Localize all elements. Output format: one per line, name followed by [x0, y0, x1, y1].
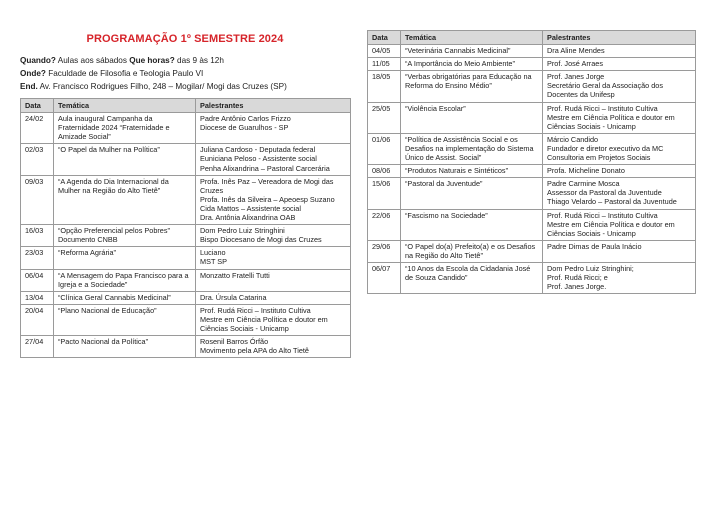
cell-date: 20/04: [21, 304, 54, 335]
table-row: [21, 247, 351, 269]
cell-speakers: Padre Dimas de Paula Inácio: [543, 240, 696, 262]
column-header-date: Data: [368, 31, 401, 45]
cell-theme: “Pastoral da Juventude”: [401, 178, 543, 209]
cell-date: 23/03: [21, 247, 54, 269]
where-value: Faculdade de Filosofia e Teologia Paulo VI: [45, 69, 204, 78]
table-row: [21, 113, 351, 144]
column-header-speakers: Palestrantes: [543, 31, 696, 45]
table-row: [368, 178, 696, 209]
cell-date: 27/04: [21, 336, 54, 358]
cell-theme: “Veterinária Cannabis Medicinal”: [401, 45, 543, 58]
cell-theme: “Clínica Geral Cannabis Medicinal”: [54, 291, 196, 304]
cell-theme: Aula inaugural Campanha da Fraternidade 2024 “Fraternidade e Amizade Social”: [54, 113, 196, 144]
cell-theme: “Violência Escolar”: [401, 102, 543, 133]
cell-date: 11/05: [368, 58, 401, 71]
when-value: Aulas aos sábados: [55, 56, 130, 65]
cell-date: 02/03: [21, 144, 54, 175]
cell-theme: “Política de Assistência Social e os Desafios na implementação do Sistema Único de Assist. Social”: [401, 133, 543, 164]
table-row: [368, 133, 696, 164]
table-row: [21, 269, 351, 291]
table-row: [368, 102, 696, 133]
cell-speakers: Prof. Rudá Ricci – Instituto Cultiva Mestre em Ciência Política e doutor em Ciências Sociais - Unicamp: [543, 102, 696, 133]
cell-date: 18/05: [368, 71, 401, 102]
table-row: [21, 225, 351, 247]
table-row: [21, 336, 351, 358]
schedule-line: [20, 55, 224, 66]
cell-date: 16/03: [21, 225, 54, 247]
address-label: End.: [20, 82, 38, 91]
cell-date: 06/07: [368, 262, 401, 293]
cell-theme: “Opção Preferencial pelos Pobres” Documento CNBB: [54, 225, 196, 247]
time-value: das 9 às 12h: [174, 56, 224, 65]
cell-speakers: Dra Aline Mendes: [543, 45, 696, 58]
cell-speakers: Prof. Rudá Ricci – Instituto Cultiva Mestre em Ciência Política e doutor em Ciências Sociais - Unicamp: [196, 304, 351, 335]
page-title: PROGRAMAÇÃO 1º SEMESTRE 2024: [86, 33, 284, 45]
cell-date: 09/03: [21, 175, 54, 224]
table-row: [21, 144, 351, 175]
location-line: [20, 68, 203, 79]
cell-date: 25/05: [368, 102, 401, 133]
address-value: Av. Francisco Rodrigues Filho, 248 – Mogilar/ Mogi das Cruzes (SP): [37, 82, 287, 91]
cell-theme: “Pacto Nacional da Política”: [54, 336, 196, 358]
table-row: [21, 304, 351, 335]
cell-theme: “A Agenda do Dia Internacional da Mulher na Região do Alto Tietê”: [54, 175, 196, 224]
cell-speakers: Rosenil Barros Órfão Movimento pela APA do Alto Tietê: [196, 336, 351, 358]
address-line: [20, 81, 287, 92]
cell-theme: “A Mensagem do Papa Francisco para a Igreja e a Sociedade”: [54, 269, 196, 291]
cell-theme: “Verbas obrigatórias para Educação na Reforma do Ensino Médio”: [401, 71, 543, 102]
table-row: [368, 209, 696, 240]
cell-speakers: Padre Antônio Carlos Frizzo Diocese de Guarulhos - SP: [196, 113, 351, 144]
column-header-theme: Temática: [401, 31, 543, 45]
cell-theme: “Produtos Naturais e Sintéticos”: [401, 165, 543, 178]
cell-speakers: Monzatto Fratelli Tutti: [196, 269, 351, 291]
table-row: [21, 291, 351, 304]
cell-speakers: Dra. Úrsula Catarina: [196, 291, 351, 304]
table-header-row: [21, 99, 351, 113]
table-row: [368, 165, 696, 178]
column-header-date: Data: [21, 99, 54, 113]
table-row: [368, 262, 696, 293]
cell-speakers: Profa. Inês Paz – Vereadora de Mogi das Cruzes Profa. Inês da Silveira – Apeoesp Suzano Cida Mattos – Assistente social Dra. Antônia Alixandrina OAB: [196, 175, 351, 224]
cell-speakers: Dom Pedro Luiz Stringhini; Prof. Rudá Ricci; e Prof. Janes Jorge.: [543, 262, 696, 293]
cell-date: 06/04: [21, 269, 54, 291]
table-row: [368, 71, 696, 102]
time-label: Que horas?: [129, 56, 175, 65]
table-row: [368, 45, 696, 58]
table-row: [368, 58, 696, 71]
table-row: [21, 175, 351, 224]
cell-theme: “Plano Nacional de Educação”: [54, 304, 196, 335]
cell-date: 24/02: [21, 113, 54, 144]
table-row: [368, 240, 696, 262]
schedule-table-left: [20, 98, 351, 358]
cell-theme: “10 Anos da Escola da Cidadania José de Souza Candido”: [401, 262, 543, 293]
cell-theme: “A Importância do Meio Ambiente”: [401, 58, 543, 71]
table-header-row: [368, 31, 696, 45]
column-header-theme: Temática: [54, 99, 196, 113]
cell-date: 01/06: [368, 133, 401, 164]
cell-speakers: Luciano MST SP: [196, 247, 351, 269]
cell-date: 29/06: [368, 240, 401, 262]
cell-speakers: Prof. Janes Jorge Secretário Geral da Associação dos Docentes da Unifesp: [543, 71, 696, 102]
cell-speakers: Profa. Micheline Donato: [543, 165, 696, 178]
cell-theme: “O Papel do(a) Prefeito(a) e os Desafios na Região do Alto Tietê”: [401, 240, 543, 262]
cell-theme: “Reforma Agrária”: [54, 247, 196, 269]
schedule-table-right: [367, 30, 696, 294]
cell-date: 04/05: [368, 45, 401, 58]
column-header-speakers: Palestrantes: [196, 99, 351, 113]
when-label: Quando?: [20, 56, 56, 65]
cell-theme: “O Papel da Mulher na Política”: [54, 144, 196, 175]
cell-theme: “Fascismo na Sociedade”: [401, 209, 543, 240]
cell-date: 22/06: [368, 209, 401, 240]
cell-speakers: Juliana Cardoso - Deputada federal Euniciana Peloso - Assistente social Penha Alixandrina – Pastoral Carcerária: [196, 144, 351, 175]
cell-speakers: Padre Carmine Mosca Assessor da Pastoral da Juventude Thiago Velardo – Pastoral da Juventude: [543, 178, 696, 209]
cell-date: 15/06: [368, 178, 401, 209]
cell-date: 13/04: [21, 291, 54, 304]
cell-speakers: Márcio Candido Fundador e diretor executivo da MC Consultoria em Projetos Sociais: [543, 133, 696, 164]
cell-speakers: Dom Pedro Luiz Stringhini Bispo Diocesano de Mogi das Cruzes: [196, 225, 351, 247]
cell-date: 08/06: [368, 165, 401, 178]
where-label: Onde?: [20, 69, 46, 78]
cell-speakers: Prof. Rudá Ricci – Instituto Cultiva Mestre em Ciência Política e doutor em Ciências Sociais - Unicamp: [543, 209, 696, 240]
cell-speakers: Prof. José Arraes: [543, 58, 696, 71]
